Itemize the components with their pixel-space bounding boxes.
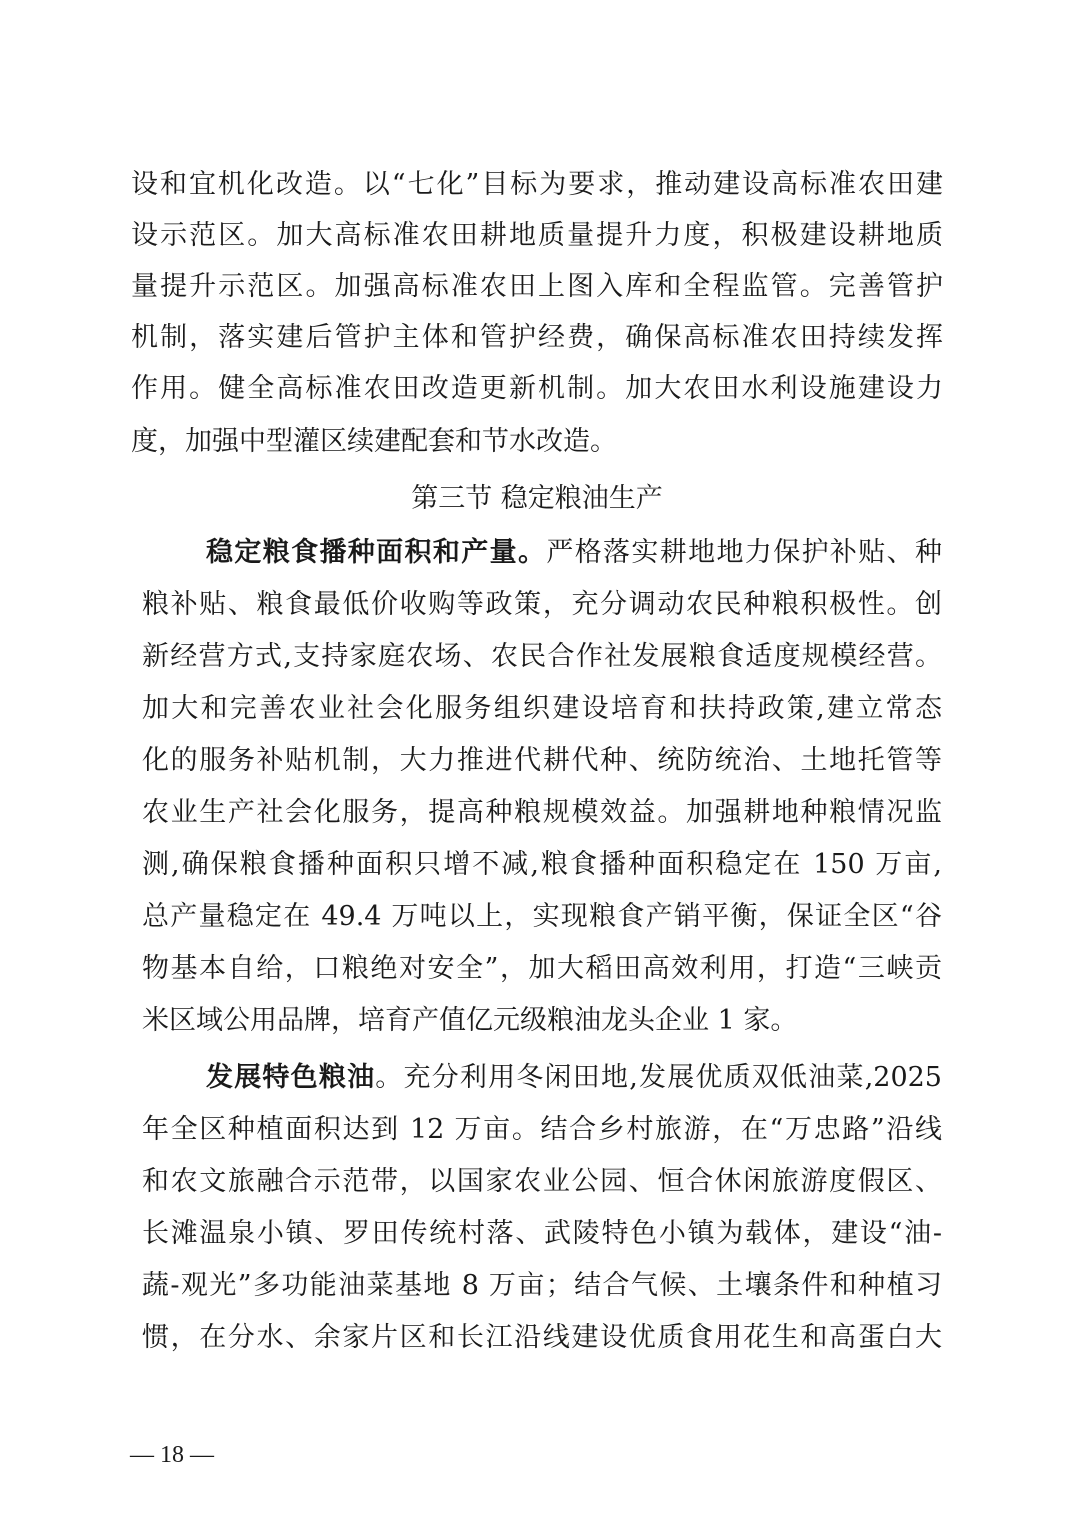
paragraph-line: 物基本自给，口粮绝对安全”，加大稻田高效利用，打造“三峡贡 <box>142 953 942 984</box>
page-number: — 18 — <box>130 1442 214 1468</box>
paragraph-first-line <box>206 1058 942 1098</box>
paragraph-first-line <box>206 533 942 573</box>
paragraph-line: 年全区种植面积达到 12 万亩。结合乡村旅游，在“万忠路”沿线 <box>142 1114 942 1145</box>
paragraph-lead-rest: 。充分利用冬闲田地,发展优质双低油菜,2025 <box>375 1062 942 1093</box>
paragraph-line: 设示范区。加大高标准农田耕地质量提升力度，积极建设耕地质 <box>131 220 943 251</box>
paragraph-line: 农业生产社会化服务，提高种粮规模效益。加强耕地种粮情况监 <box>142 797 942 828</box>
paragraph-line: 测,确保粮食播种面积只增不减,粮食播种面积稳定在 150 万亩, <box>142 849 942 880</box>
paragraph-line: 新经营方式,支持家庭农场、农民合作社发展粮食适度规模经营。 <box>142 641 942 672</box>
paragraph-line: 加大和完善农业社会化服务组织建设培育和扶持政策,建立常态 <box>142 693 942 724</box>
paragraph-lead-bold: 发展特色粮油 <box>206 1062 376 1093</box>
paragraph-lead-bold: 稳定粮食播种面积和产量。 <box>206 537 547 568</box>
paragraph-line: 粮补贴、粮食最低价收购等政策，充分调动农民种粮积极性。创 <box>142 589 942 620</box>
paragraph-line: 度，加强中型灌区续建配套和节水改造。 <box>131 426 617 457</box>
paragraph-line: 米区域公用品牌，培育产值亿元级粮油龙头企业 1 家。 <box>142 1005 798 1036</box>
paragraph-line: 长滩温泉小镇、罗田传统村落、武陵特色小镇为载体，建设“油- <box>142 1218 942 1249</box>
paragraph-line: 惯，在分水、余家片区和长江沿线建设优质食用花生和高蛋白大 <box>142 1322 942 1353</box>
paragraph-line: 量提升示范区。加强高标准农田上图入库和全程监管。完善管护 <box>131 271 943 302</box>
paragraph-line: 设和宜机化改造。以“七化”目标为要求，推动建设高标准农田建 <box>131 169 943 200</box>
section-heading: 第三节 稳定粮油生产 <box>411 483 663 514</box>
paragraph-line: 蔬-观光”多功能油菜基地 8 万亩；结合气候、土壤条件和种植习 <box>142 1270 942 1301</box>
paragraph-line: 机制，落实建后管护主体和管护经费，确保高标准农田持续发挥 <box>131 322 943 353</box>
paragraph-lead-rest: 严格落实耕地地力保护补贴、种 <box>546 537 942 568</box>
paragraph-line: 总产量稳定在 49.4 万吨以上，实现粮食产销平衡，保证全区“谷 <box>142 901 942 932</box>
paragraph-line: 作用。健全高标准农田改造更新机制。加大农田水利设施建设力 <box>131 373 943 404</box>
paragraph-line: 和农文旅融合示范带，以国家农业公园、恒合休闲旅游度假区、 <box>142 1166 942 1197</box>
paragraph-line: 化的服务补贴机制，大力推进代耕代种、统防统治、土地托管等 <box>142 745 942 776</box>
